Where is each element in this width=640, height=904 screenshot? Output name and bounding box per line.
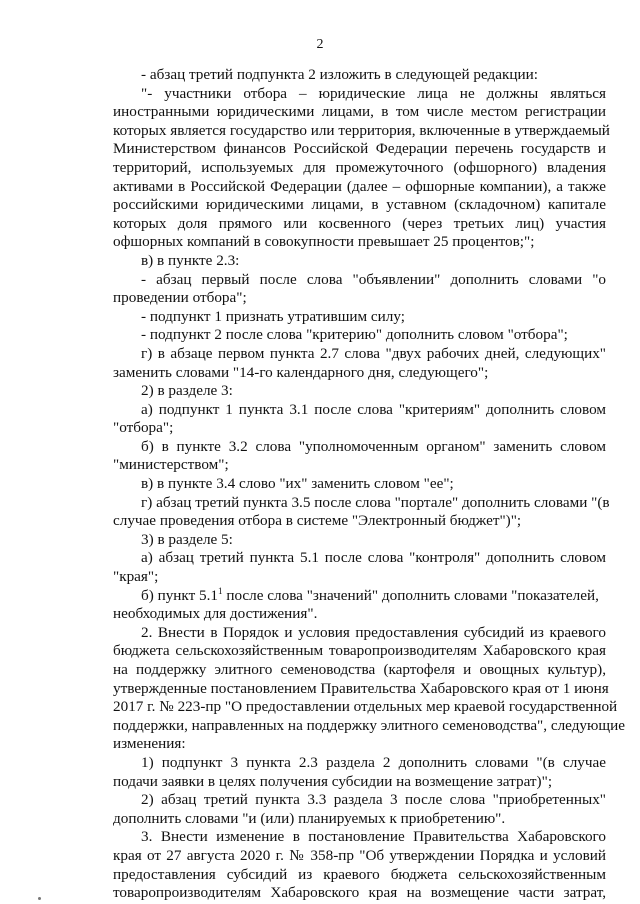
text-line: бюджета сельскохозяйственным товаропроизводителям Хабаровского края: [113, 642, 606, 660]
text-line: офшорных компаний в совокупности превышает 25 процентов;";: [113, 233, 535, 251]
text-line: в) в пункте 3.4 слово "их" заменить словом "ее";: [141, 475, 454, 493]
text-line: 1) подпункт 3 пункта 2.3 раздела 2 дополнить словами "(в случае: [141, 753, 606, 771]
text-line: заменить словами "14-го календарного дня, следующего";: [113, 363, 489, 381]
text-line: г) абзац третий пункта 3.5 после слова "портале" дополнить словами "(в: [141, 493, 610, 511]
text-line: территорий, используемых для промежуточного (офшорного) владения: [113, 158, 606, 176]
text-line: 3) в разделе 5:: [141, 530, 233, 548]
text-line: - подпункт 2 после слова "критерию" дополнить словом "отбора";: [141, 326, 568, 344]
text-line: которых является государство или территория, включенные в утверждаемый: [113, 121, 610, 139]
text-line: края от 27 августа 2020 г. № 358-пр "Об утверждении Порядка и условий: [113, 846, 606, 864]
document-body: [113, 66, 625, 903]
text-line: в) в пункте 2.3:: [141, 251, 240, 269]
text-line: "- участники отбора – юридические лица не должны являться: [141, 84, 606, 102]
text-line: 2. Внести в Порядок и условия предоставления субсидий из краевого: [141, 623, 606, 641]
text-line: на поддержку элитного семеноводства (картофеля и овощных культур),: [113, 661, 606, 678]
text-line: 2) в разделе 3:: [141, 382, 233, 400]
text-line: а) подпункт 1 пункта 3.1 после слова "критериям" дополнить словом: [141, 400, 606, 418]
text-line: подачи заявки в целях получения субсидии на возмещение затрат)";: [113, 772, 553, 790]
text-line: утвержденные постановлением Правительства Хабаровского края от 1 июня: [113, 679, 609, 697]
text-line: поддержки, направленных на поддержку элитного семеноводства", следующие: [113, 716, 625, 734]
text-line: 2017 г. № 223-пр "О предоставлении отдельных мер краевой государственной: [113, 698, 618, 716]
text-line: предоставления субсидий из краевого бюджета сельскохозяйственным: [113, 865, 606, 883]
footnote-prefix: б) пункт 5.1: [141, 586, 219, 604]
text-line: а) абзац третий пункта 5.1 после слова "контроля" дополнить словом: [141, 549, 606, 567]
text-line: российскими юридическими лицами, в уставном (складочном) капитале: [113, 196, 606, 214]
text-line: - абзац третий подпункта 2 изложить в следующей редакции:: [141, 66, 538, 83]
text-line: "министерством";: [113, 456, 229, 474]
text-line: изменения:: [113, 735, 186, 753]
footnote-superscript: 1: [218, 585, 223, 596]
text-line: дополнить словами "и (или) планируемых к приобретению".: [113, 809, 506, 827]
scan-artifact: [38, 897, 41, 900]
text-line-with-footnote: [113, 587, 606, 606]
text-line: "отбора";: [113, 419, 174, 437]
page-number: 2: [316, 37, 324, 52]
text-line: иностранными юридическими лицами, в том числе местом регистрации: [113, 103, 606, 121]
text-line: Министерством финансов Российской Федерации перечень государств и: [113, 140, 606, 158]
text-line: "края";: [113, 568, 159, 586]
text-line: случае проведения отбора в системе "Электронный бюджет")";: [113, 512, 522, 530]
text-line: проведении отбора";: [113, 289, 247, 307]
text-line: - абзац первый после слова "объявлении" дополнить словами "о: [141, 270, 606, 288]
text-line: б) в пункте 3.2 слова "уполномоченным органом" заменить словом: [141, 437, 606, 455]
text-line: необходимых для достижения".: [113, 605, 318, 623]
text-line: 3. Внести изменение в постановление Правительства Хабаровского: [141, 828, 606, 846]
text-line: которых доля прямого или косвенного (через третьих лиц) участия: [113, 214, 606, 232]
text-line: г) в абзаце первом пункта 2.7 слова "двух рабочих дней, следующих": [141, 344, 606, 362]
text-line: - подпункт 1 признать утратившим силу;: [141, 307, 405, 325]
text-line: товаропроизводителям Хабаровского края на возмещение части затрат,: [113, 884, 606, 902]
text-line: активами в Российской Федерации (далее – офшорные компании), а также: [113, 177, 606, 195]
text-line: 2) абзац третий пункта 3.3 раздела 3 после слова "приобретенных": [141, 791, 606, 809]
footnote-line-rest: после слова "значений" дополнить словами "показателей,: [226, 586, 599, 604]
